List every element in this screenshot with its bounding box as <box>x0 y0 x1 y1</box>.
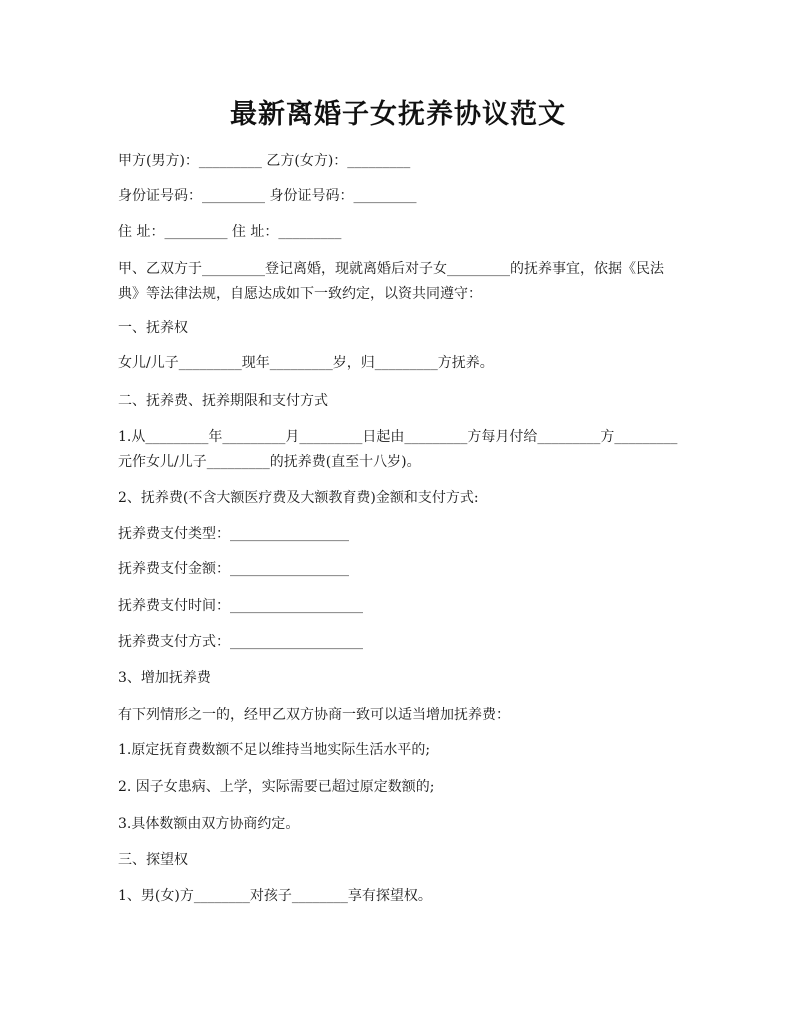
document-title: 最新离婚子女抚养协议范文 <box>230 99 566 130</box>
section-custody-heading: 一、抚养权 <box>118 320 188 336</box>
section-support-heading: 二、抚养费、抚养期限和支付方式 <box>118 393 328 409</box>
increase-conditions-intro: 有下列情形之一的，经甲乙双方协商一致可以适当增加抚养费： <box>118 707 510 723</box>
preamble-paragraph: 甲、乙双方于_________登记离婚，现就离婚后对子女_________的抚养事宜，依据《民法典》等法律法规，自愿达成如下一致约定，以资共同遵守： <box>118 261 664 302</box>
increase-condition-3: 3.具体数额由双方协商约定。 <box>118 816 300 832</box>
visitation-clause: 1、男(女)方________对孩子________享有探望权。 <box>118 888 432 904</box>
custody-clause: 女儿/儿子_________现年_________岁，归_________方抚养。 <box>118 355 494 371</box>
increase-condition-2: 2. 因子女患病、上学，实际需要已超过原定数额的; <box>118 779 435 795</box>
support-type-line: 抚养费支付类型：_________________ <box>118 526 349 542</box>
support-method-line: 抚养费支付方式：___________________ <box>118 634 363 650</box>
support-amount-line: 抚养费支付金额：_________________ <box>118 561 349 577</box>
address-line: 住 址：_________ 住 址：_________ <box>118 224 342 240</box>
party-names-line: 甲方(男方)：_________ 乙方(女方)：_________ <box>118 153 411 169</box>
increase-support-heading: 3、增加抚养费 <box>118 670 211 686</box>
increase-condition-1: 1.原定抚育费数额不足以维持当地实际生活水平的; <box>118 742 431 758</box>
support-amount-heading: 2、抚养费(不含大额医疗费及大额教育费)金额和支付方式: <box>118 490 479 506</box>
support-payment-clause: 1.从_________年_________月_________日起由_________方每月付给_________方_________元作女儿/儿子_________的抚养费(直至十八岁)。 <box>118 429 678 470</box>
support-time-line: 抚养费支付时间：___________________ <box>118 598 363 614</box>
id-number-line: 身份证号码：_________ 身份证号码：_________ <box>118 188 417 204</box>
section-visitation-heading: 三、探望权 <box>118 852 188 868</box>
